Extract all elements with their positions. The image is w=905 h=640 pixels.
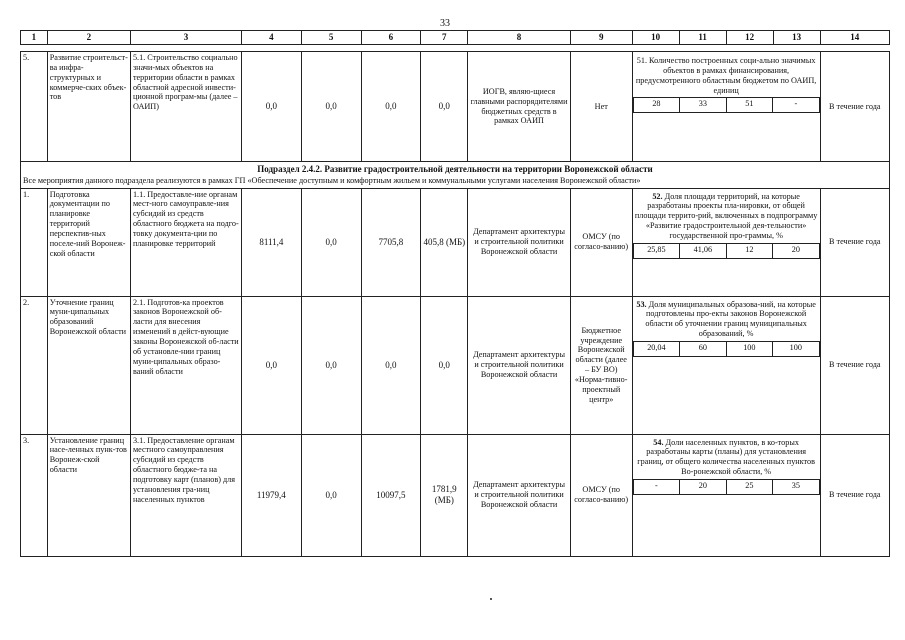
scan-speck	[490, 598, 492, 600]
term: В течение года	[820, 434, 889, 556]
indicator-value: -	[773, 98, 819, 113]
indicator-value: 28	[633, 98, 679, 113]
indicator-value: -	[633, 480, 679, 495]
indicator-value: 25	[726, 480, 772, 495]
activity-text: 2.1. Подготов-ка проектов законов Воронежской об-ласти для внесения изменений в дейст-вующие законы Воронежской об-ласти об установле-нии границ муни-ципальных образо-ваний области	[130, 296, 241, 434]
executor: ИОГВ, являю-щиеся главными распорядителями бюджетных средств в рамках ОАИП	[468, 52, 570, 162]
indicator-value: 60	[680, 342, 726, 357]
program-table	[20, 30, 890, 557]
indicator-values	[633, 479, 820, 495]
page-number: 33	[440, 18, 450, 29]
amount-total: 8111,4	[241, 188, 301, 296]
indicator-value: 33	[680, 98, 726, 113]
indicator-text: Доля муниципальных образова-ний, на которые подготовлены про-екты законов Воронежской области об уточнении границ муниципальных образований, %	[645, 299, 816, 339]
term: В течение года	[820, 52, 889, 162]
table-row	[21, 52, 890, 162]
indicator-cell	[632, 52, 820, 162]
indicator-value: 20,04	[633, 342, 679, 357]
row-number: 5.	[21, 52, 48, 162]
indicator-text: 51. Количество построенных соци-ально значимых объектов в рамках финансирования, предусмотренного областным бюджетом по ОАИП, единиц	[635, 56, 817, 95]
amount-federal: 0,0	[301, 188, 361, 296]
indicator-value: 100	[726, 342, 772, 357]
co-executor: Бюджетное учреждение Воронежской области (далее – БУ ВО) «Норма-тивно-проектный центр»	[570, 296, 632, 434]
executor: Департамент архитектуры и строительной политики Воронежской области	[468, 188, 570, 296]
activity-text: 1.1. Предоставле-ние органам мест-ного самоуправле-ния субсидий из средств областного бюджета на подго-товку документа-ции по планировке территорий	[130, 188, 241, 296]
table-row	[21, 296, 890, 434]
col-header: 11	[679, 31, 726, 45]
indicator-value: 20	[680, 480, 726, 495]
amount-federal: 0,0	[301, 52, 361, 162]
indicator-cell	[632, 434, 820, 556]
indicator-cell	[632, 188, 820, 296]
col-header: 14	[820, 31, 889, 45]
table-row	[21, 434, 890, 556]
col-header: 12	[726, 31, 773, 45]
col-header: 7	[421, 31, 468, 45]
measure-name: Развитие строительст-ва инфра-структурных и коммерче-ских объек-тов	[47, 52, 130, 162]
amount-other: 0,0	[421, 296, 468, 434]
indicator-value: 20	[773, 243, 819, 258]
amount-federal: 0,0	[301, 434, 361, 556]
amount-regional: 0,0	[361, 296, 421, 434]
row-number: 2.	[21, 296, 48, 434]
measure-name: Установление границ насе-ленных пунк-тов Воронеж-ской области	[47, 434, 130, 556]
indicator-text: Доли населенных пунктов, в ко-торых разработаны карты (планы) для установления границ, от общего количества населенных пунктов Во-ронежской области, %	[637, 437, 815, 477]
col-header: 3	[130, 31, 241, 45]
amount-other: 0,0	[421, 52, 468, 162]
amount-regional: 10097,5	[361, 434, 421, 556]
subsection-title: Подраздел 2.4.2. Развитие градостроительной деятельности на территории Воронежской области	[21, 162, 890, 176]
indicator-value: 35	[773, 480, 819, 495]
amount-total: 11979,4	[241, 434, 301, 556]
indicator-value: 51	[726, 98, 772, 113]
col-header: 13	[773, 31, 820, 45]
co-executor: Нет	[570, 52, 632, 162]
indicator-value: 25,85	[633, 243, 679, 258]
indicator-number: 52.	[652, 191, 663, 201]
indicator-number: 53.	[636, 299, 647, 309]
table-row	[21, 188, 890, 296]
col-header: 5	[301, 31, 361, 45]
indicator-number: 54.	[653, 437, 664, 447]
indicator-values	[633, 243, 820, 259]
activity-text: 5.1. Строительство социально значи-мых объектов на территории области в рамках областной адресной инвести-ционной програм-мы (далее – ОАИП)	[130, 52, 241, 162]
indicator-text: Доля площади территорий, на которые разработаны проекты пла-нировки, от общей площади террито-рий, включенных в подпрограмму «Развитие градостроительной дея-тельности» государственной про-граммы, %	[634, 191, 818, 241]
executor: Департамент архитектуры и строительной политики Воронежской области	[468, 296, 570, 434]
measure-name: Подготовка документации по планировке территорий перспектив-ных поселе-ний Воронеж-ской области	[47, 188, 130, 296]
amount-regional: 7705,8	[361, 188, 421, 296]
indicator-values	[633, 341, 820, 357]
row-number: 3.	[21, 434, 48, 556]
indicator-cell	[632, 296, 820, 434]
amount-regional: 0,0	[361, 52, 421, 162]
co-executor: ОМСУ (по согласо-ванию)	[570, 188, 632, 296]
col-header: 6	[361, 31, 421, 45]
col-header: 10	[632, 31, 679, 45]
subsection-note-row	[21, 176, 890, 188]
indicator-value: 12	[726, 243, 772, 258]
column-numbers-row	[21, 31, 890, 45]
amount-federal: 0,0	[301, 296, 361, 434]
col-header: 8	[468, 31, 570, 45]
col-header: 4	[241, 31, 301, 45]
amount-other: 405,8 (МБ)	[421, 188, 468, 296]
row-number: 1.	[21, 188, 48, 296]
term: В течение года	[820, 188, 889, 296]
measure-name: Уточнение границ муни-ципальных образований Воронежской области	[47, 296, 130, 434]
term: В течение года	[820, 296, 889, 434]
col-header: 9	[570, 31, 632, 45]
indicator-values	[633, 97, 820, 113]
activity-text: 3.1. Предоставление органам местного самоуправления субсидий из средств областного бюдже-та на подготовку карт (планов) для установления гра-ниц населенных пунктов	[130, 434, 241, 556]
subsection-title-row	[21, 162, 890, 176]
amount-total: 0,0	[241, 296, 301, 434]
indicator-value: 100	[773, 342, 819, 357]
col-header: 1	[21, 31, 48, 45]
amount-other: 1781,9 (МБ)	[421, 434, 468, 556]
indicator-value: 41,06	[680, 243, 726, 258]
subsection-note: Все мероприятия данного подраздела реализуются в рамках ГП «Обеспечение доступным и комфортным жильем и коммунальными услугами населения Воронежской области»	[21, 176, 890, 188]
executor: Департамент архитектуры и строительной политики Воронежской области	[468, 434, 570, 556]
co-executor: ОМСУ (по согласо-ванию)	[570, 434, 632, 556]
col-header: 2	[47, 31, 130, 45]
amount-total: 0,0	[241, 52, 301, 162]
